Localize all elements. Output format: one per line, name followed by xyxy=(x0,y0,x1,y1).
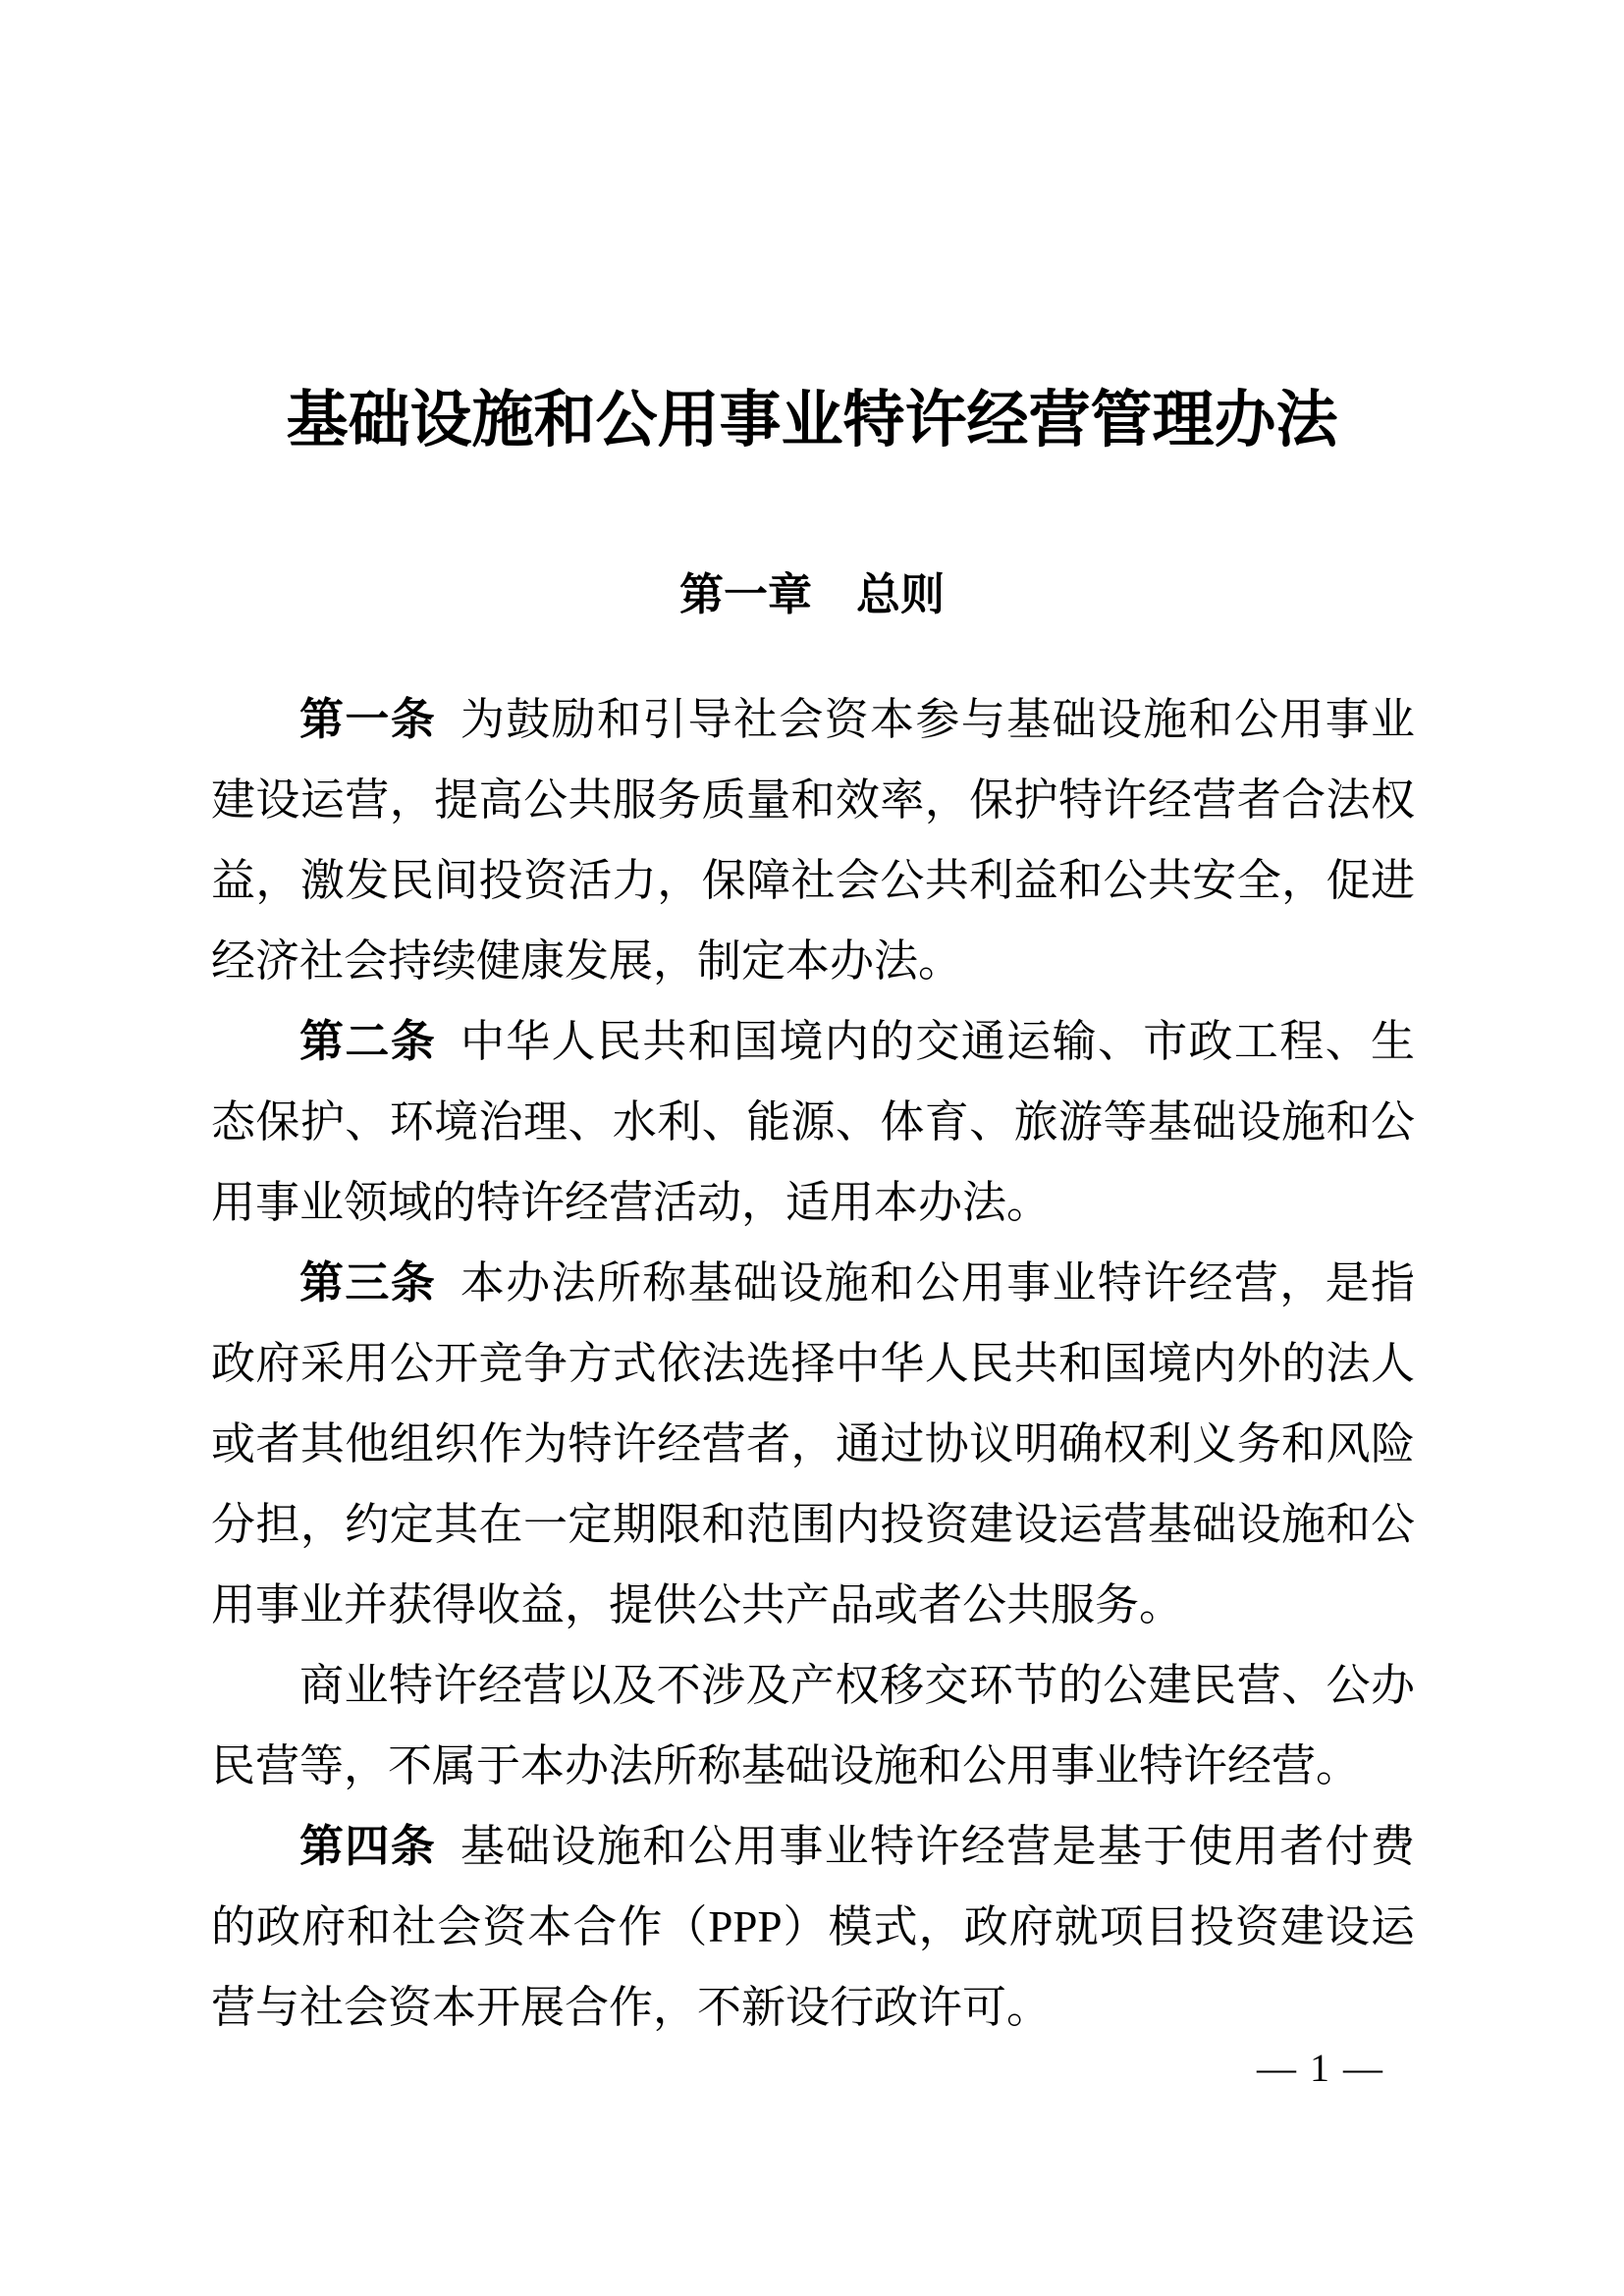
article-4-label: 第四条 xyxy=(299,1821,437,1871)
article-4-text: 基础设施和公用事业特许经营是基于使用者付费的政府和社会资本合作（PPP）模式，政府就项目投资建设运营与社会资本开展合作，不新设行政许可。 xyxy=(211,1822,1415,2032)
paragraph-article-2 xyxy=(211,1001,1415,1243)
article-3-text: 本办法所称基础设施和公用事业特许经营，是指政府采用公开竞争方式依法选择中华人民共和国境内外的法人或者其他组织作为特许经营者，通过协议明确权利义务和风险分担，约定其在一定期限和范围内投资建设运营基础设施和公用事业并获得收益，提供公共产品或者公共服务。 xyxy=(211,1258,1415,1629)
page-number: — 1 — xyxy=(1257,2046,1384,2090)
article-2-text: 中华人民共和国境内的交通运输、市政工程、生态保护、环境治理、水利、能源、体育、旅游等基础设施和公用事业领域的特许经营活动，适用本办法。 xyxy=(211,1017,1415,1227)
paragraph-unnumbered xyxy=(211,1645,1415,1806)
paragraph-article-3 xyxy=(211,1243,1415,1645)
article-3-label: 第三条 xyxy=(299,1257,437,1308)
article-2-label: 第二条 xyxy=(299,1016,437,1066)
paragraph-article-1 xyxy=(211,679,1415,1001)
paragraph-article-4 xyxy=(211,1806,1415,2048)
article-1-label: 第一条 xyxy=(299,694,437,744)
paragraph-unnumbered-text: 商业特许经营以及不涉及产权移交环节的公建民营、公办民营等，不属于本办法所称基础设施和公用事业特许经营。 xyxy=(211,1661,1415,1790)
document-body xyxy=(211,679,1415,2048)
chapter-heading: 第一章 总则 xyxy=(678,569,945,620)
document-title: 基础设施和公用事业特许经营管理办法 xyxy=(286,386,1338,455)
article-1-text: 为鼓励和引导社会资本参与基础设施和公用事业建设运营，提高公共服务质量和效率，保护特许经营者合法权益，激发民间投资活力，保障社会公共利益和公共安全，促进经济社会持续健康发展，制定本办法。 xyxy=(211,695,1415,986)
